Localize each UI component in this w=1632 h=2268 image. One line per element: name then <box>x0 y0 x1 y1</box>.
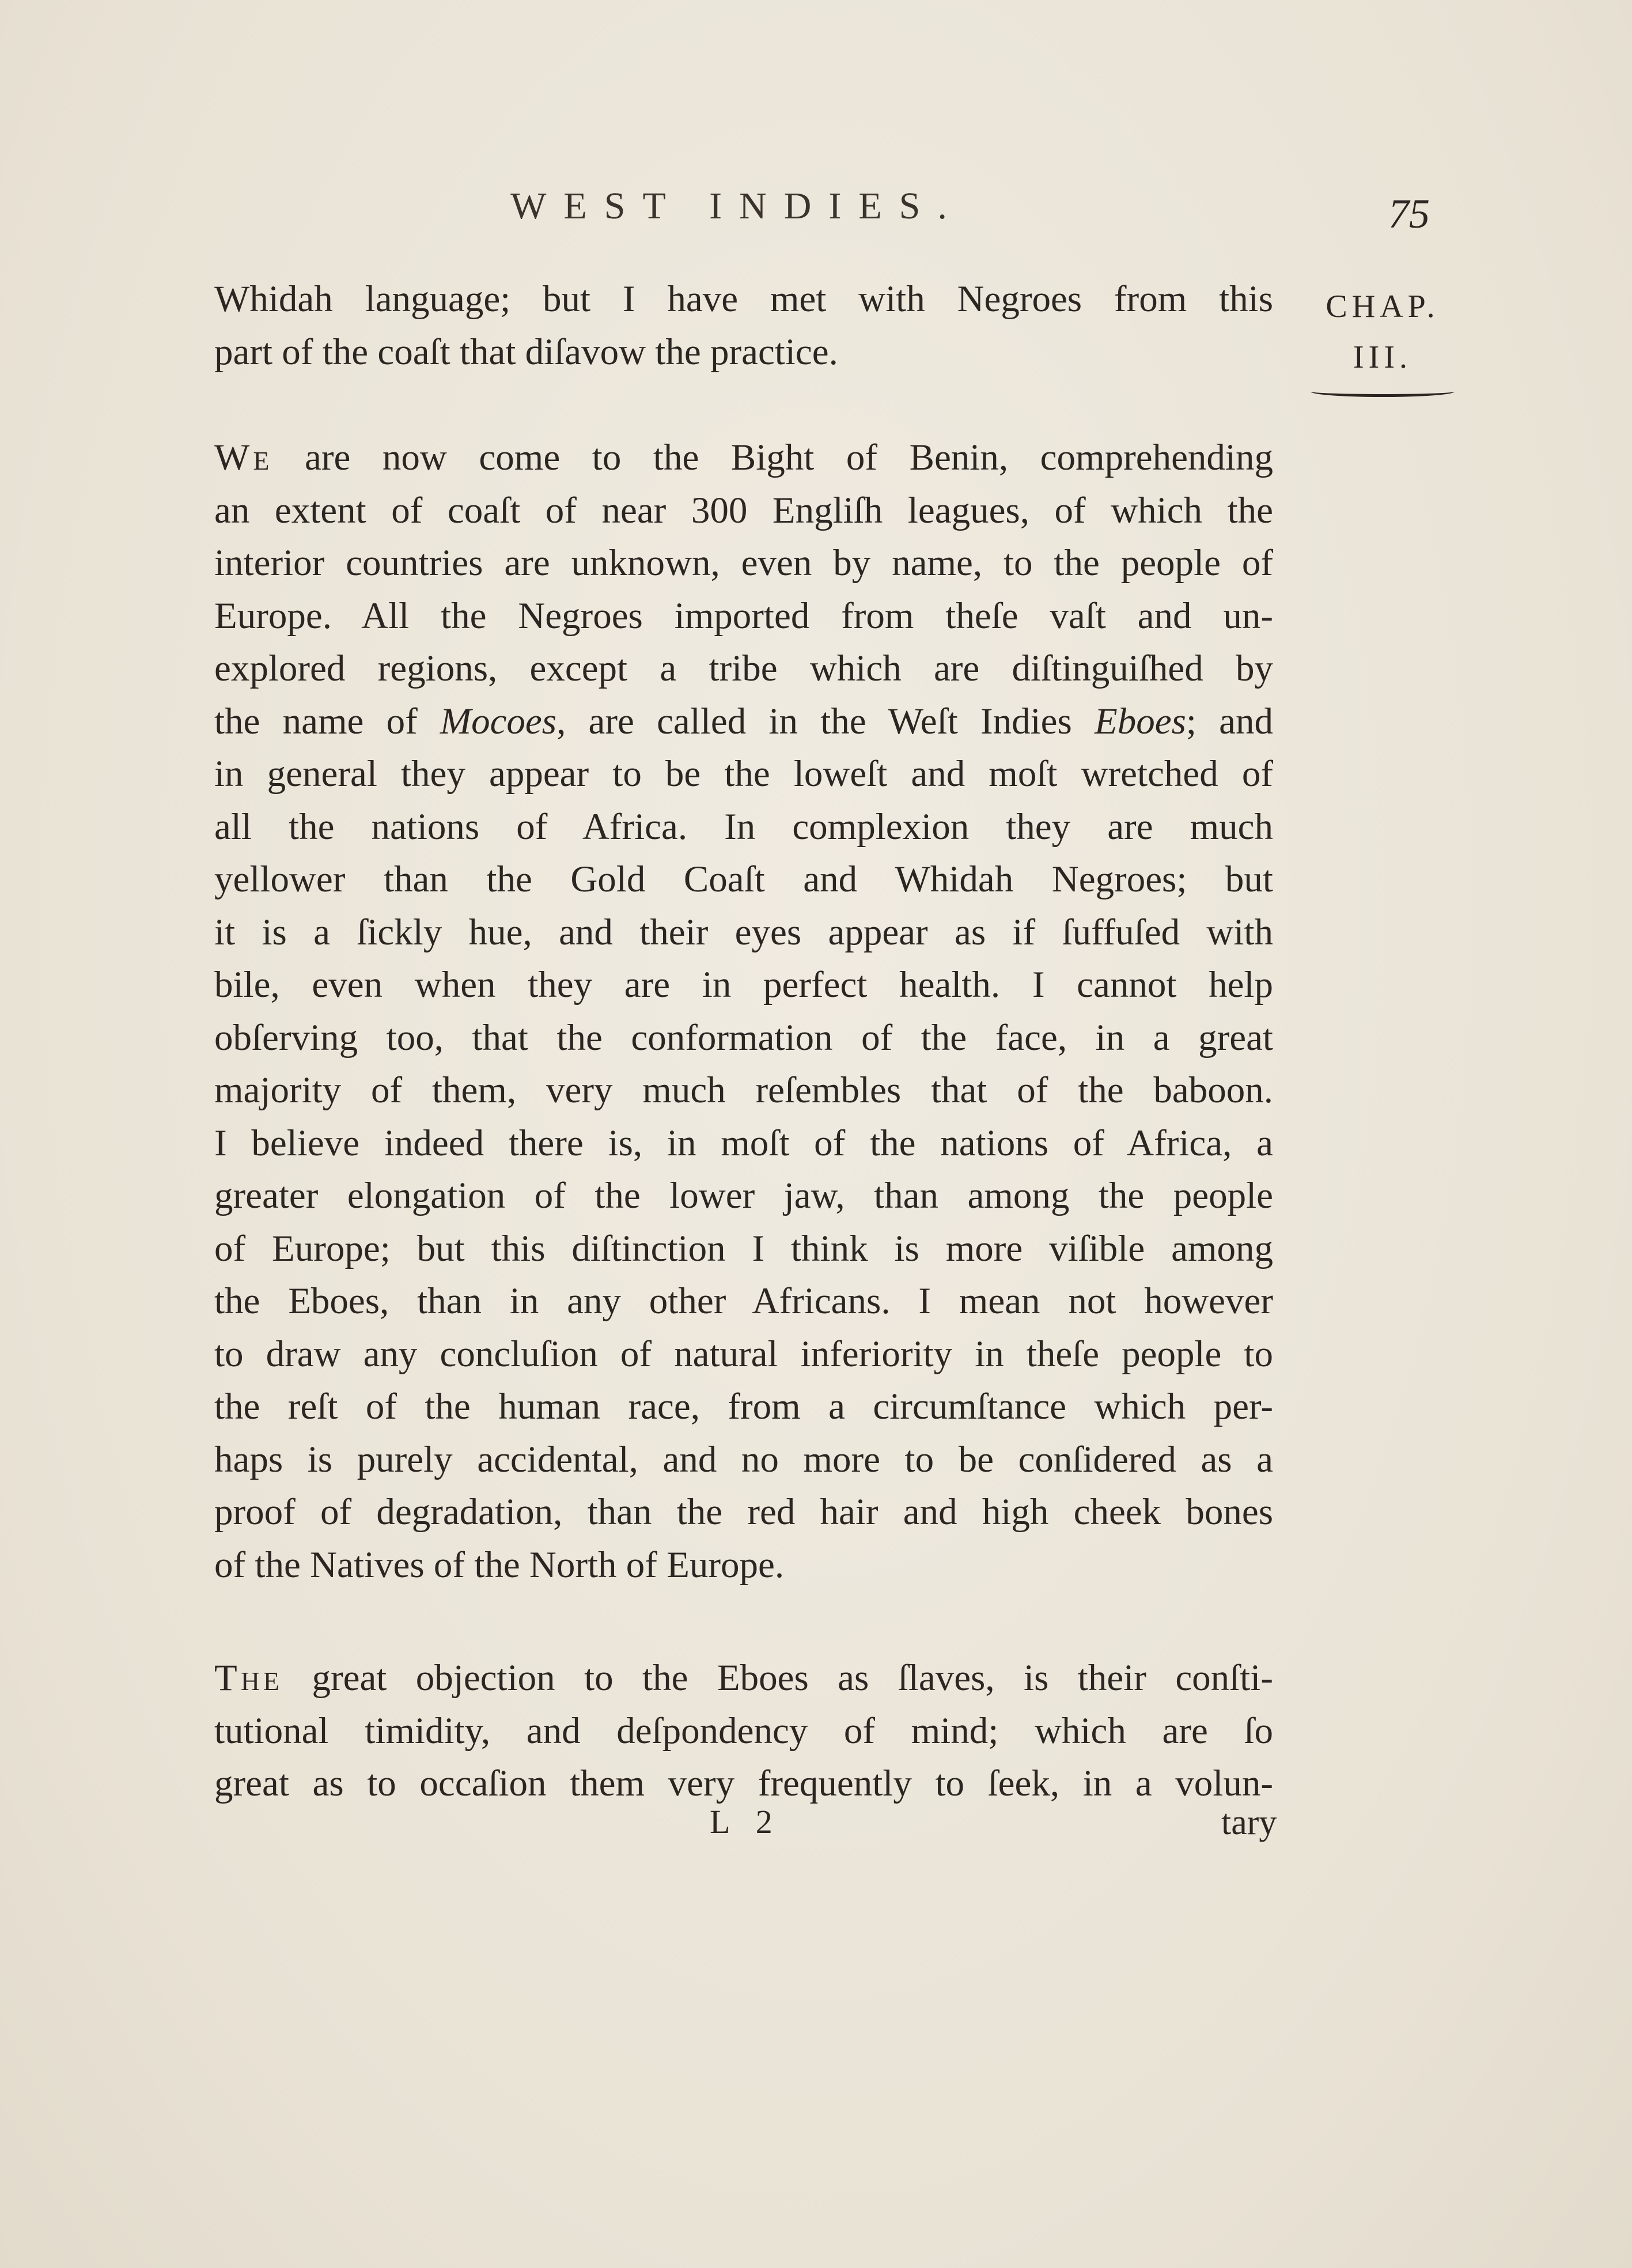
text-line: the Eboes, than in any other Africans. I mean not however <box>214 1280 1273 1322</box>
text-line <box>214 1652 1273 1705</box>
text-line: great as to occaſion them very frequently to ſeek, in a volun- <box>214 1763 1273 1804</box>
text-line: greater elongation of the lower jaw, than among the people <box>214 1175 1273 1216</box>
catchword: tary <box>1221 1803 1277 1842</box>
text-line: haps is purely accidental, and no more to be conſidered as a <box>214 1438 1273 1480</box>
chapter-number: III. <box>1353 339 1412 375</box>
paragraph-lead-word: We <box>214 437 273 478</box>
text-line: the name of Mocoes, are called in the Weſt Indies Eboes; and <box>214 700 1273 742</box>
text-line: explored regions, except a tribe which are diſtinguiſhed by <box>214 648 1273 689</box>
text-line: I believe indeed there is, in moſt of the nations of Africa, a <box>214 1122 1273 1164</box>
chapter-margin-note <box>1296 281 1469 397</box>
text-line: obſerving too, that the conformation of the face, in a great <box>214 1016 1273 1059</box>
text-line: of Europe; but this diſtinction I think is more viſible among <box>214 1227 1273 1269</box>
paragraph-3 <box>214 1652 1273 1810</box>
text-line: part of the coaſt that diſavow the practice. <box>214 331 838 373</box>
text-line: all the nations of Africa. In complexion they are much <box>214 806 1273 848</box>
text-line: majority of them, very much reſembles that of the baboon. <box>214 1069 1273 1111</box>
signature-mark: L 2 <box>710 1803 782 1840</box>
text-line: Europe. All the Negroes imported from theſe vaſt and un- <box>214 595 1273 637</box>
paragraph-1 <box>214 273 1273 379</box>
chapter-label: CHAP. <box>1326 289 1440 324</box>
text-line: proof of degradation, than the red hair and high cheek bones <box>214 1491 1273 1533</box>
paragraph-lead-word: The <box>214 1657 283 1699</box>
text-line: an extent of coaſt of near 300 Engliſh leagues, of which the <box>214 489 1273 531</box>
text-line: to draw any concluſion of natural inferiority in theſe people to <box>214 1333 1273 1375</box>
text-line <box>214 432 1273 485</box>
running-title: WEST INDIES. <box>510 185 964 227</box>
text-line: bile, even when they are in perfect health. I cannot help <box>214 964 1273 1006</box>
text-line: the reſt of the human race, from a circumſtance which per- <box>214 1386 1273 1427</box>
text-line: tutional timidity, and deſpondency of mind; which are ſo <box>214 1710 1273 1752</box>
page-number: 75 <box>1388 191 1430 237</box>
text-line: in general they appear to be the loweſt and moſt wretched of <box>214 753 1273 795</box>
text-line: yellower than the Gold Coaſt and Whidah Negroes; but <box>214 859 1273 900</box>
body-text <box>214 273 1273 1810</box>
text-line: Whidah language; but I have met with Negroes from this <box>214 278 1273 320</box>
text-line: interior countries are unknown, even by name, to the people of <box>214 542 1273 584</box>
text-line: it is a ſickly hue, and their eyes appear as if ſuffuſed with <box>214 911 1273 953</box>
text-line-rest: are now come to the Bight of Benin, comprehending <box>272 437 1273 478</box>
text-line-rest: great objection to the Eboes as ſlaves, is their conſti- <box>283 1657 1273 1699</box>
paragraph-2 <box>214 432 1273 1592</box>
text-line: of the Natives of the North of Europe. <box>214 1544 785 1586</box>
decorative-bracket <box>1311 386 1455 397</box>
